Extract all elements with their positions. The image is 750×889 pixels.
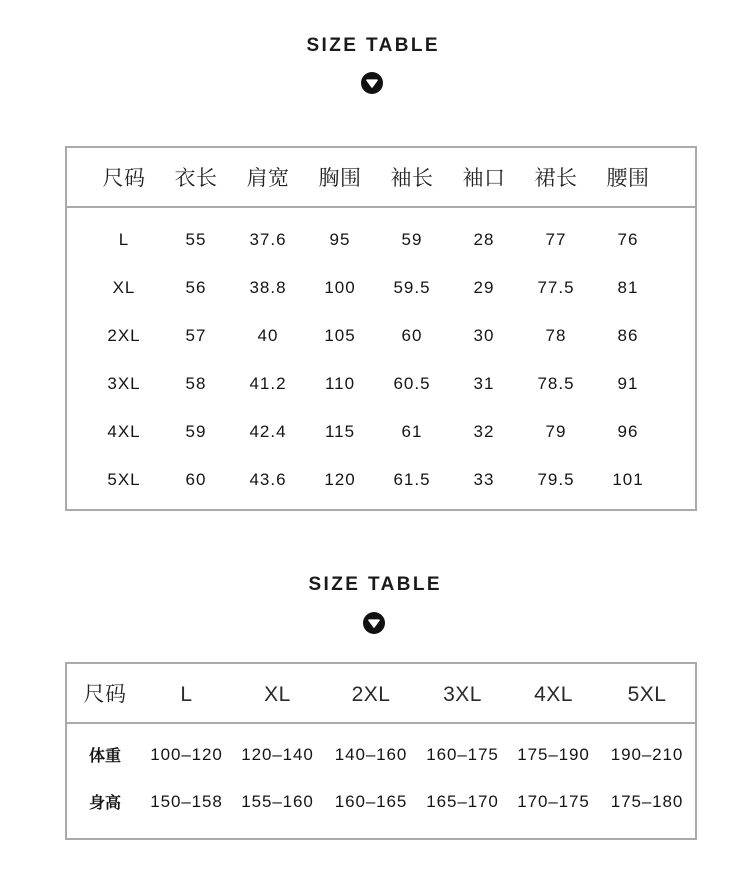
size-cell: 3XL	[107, 374, 141, 393]
caret-down-circle-icon	[363, 612, 385, 634]
header-cell-skirt-length: 裙长	[534, 167, 578, 190]
header-cell-waist: 腰围	[606, 167, 650, 190]
height-range-cell: 150–158	[150, 791, 223, 811]
skirt-length-cell: 78.5	[537, 374, 575, 393]
bust-cell: 110	[324, 374, 356, 393]
cuff-cell: 30	[473, 326, 495, 345]
header-cell-size-2xl: 2XL	[351, 683, 391, 706]
cuff-cell: 31	[473, 374, 495, 393]
table-row	[67, 408, 695, 456]
shoulder-width-cell: 41.2	[249, 374, 287, 393]
height-range-cell: 155–160	[241, 791, 314, 811]
header-cell-size-l: L	[180, 683, 193, 706]
length-cell: 58	[185, 374, 207, 393]
header-cell-size-3xl: 3XL	[443, 683, 482, 706]
weight-row	[67, 731, 695, 778]
size-cell: 2XL	[107, 326, 141, 345]
bust-cell: 120	[324, 470, 356, 489]
table-body	[67, 208, 695, 504]
bust-cell: 95	[329, 230, 351, 249]
skirt-length-cell: 78	[545, 326, 567, 345]
size-cell: 4XL	[107, 422, 141, 441]
length-cell: 56	[185, 278, 207, 297]
header-cell-shoulder-width: 肩宽	[246, 167, 290, 190]
height-range-cell: 160–165	[334, 791, 408, 811]
table-row	[67, 456, 695, 504]
sleeve-length-cell: 61.5	[393, 470, 431, 489]
height-range-cell: 175–180	[610, 791, 684, 811]
size-cell: XL	[112, 278, 136, 297]
garment-measurements-table	[65, 146, 697, 511]
waist-cell: 76	[617, 230, 639, 249]
table-row	[67, 264, 695, 312]
bust-cell: 100	[324, 278, 356, 297]
header-cell-size-5xl: 5XL	[627, 683, 667, 706]
length-cell: 59	[185, 422, 207, 441]
header-cell-size-label: 尺码	[83, 683, 127, 706]
length-cell: 57	[185, 326, 207, 345]
shoulder-width-cell: 38.8	[249, 278, 287, 297]
skirt-length-cell: 79.5	[537, 470, 575, 489]
table-header-row	[67, 664, 695, 724]
shoulder-width-cell: 40	[257, 326, 279, 345]
table-row	[67, 216, 695, 264]
header-cell-length: 衣长	[174, 167, 218, 190]
row-label-height: 身高	[88, 795, 121, 812]
header-cell-size-xl: XL	[264, 683, 291, 706]
weight-range-cell: 140–160	[334, 744, 408, 764]
sleeve-length-cell: 60.5	[393, 374, 431, 393]
size-cell: L	[118, 230, 130, 249]
table-row	[67, 312, 695, 360]
weight-range-cell: 160–175	[426, 744, 499, 764]
cuff-cell: 28	[473, 230, 495, 249]
height-range-cell: 165–170	[426, 791, 499, 811]
table-row	[67, 360, 695, 408]
section-heading-1: SIZE TABLE	[306, 35, 440, 56]
cuff-cell: 29	[473, 278, 495, 297]
sleeve-length-cell: 60	[401, 326, 423, 345]
waist-cell: 91	[617, 374, 639, 393]
bust-cell: 105	[324, 326, 356, 345]
shoulder-width-cell: 37.6	[249, 230, 287, 249]
skirt-length-cell: 77.5	[537, 278, 575, 297]
length-cell: 60	[185, 470, 207, 489]
table-header-row	[67, 148, 695, 208]
waist-cell: 81	[617, 278, 639, 297]
weight-range-cell: 120–140	[241, 744, 314, 764]
waist-cell: 86	[617, 326, 639, 345]
weight-range-cell: 100–120	[150, 744, 223, 764]
height-range-cell: 170–175	[517, 791, 590, 811]
weight-range-cell: 175–190	[517, 744, 590, 764]
caret-down-circle-icon	[361, 72, 383, 94]
body-size-recommendation-table	[65, 662, 697, 840]
height-row	[67, 778, 695, 825]
size-cell: 5XL	[107, 470, 141, 489]
cuff-cell: 33	[473, 470, 495, 489]
header-cell-cuff: 袖口	[462, 167, 506, 190]
waist-cell: 96	[617, 422, 639, 441]
sleeve-length-cell: 59	[401, 230, 423, 249]
waist-cell: 101	[612, 470, 644, 489]
shoulder-width-cell: 42.4	[249, 422, 287, 441]
header-cell-sleeve-length: 袖长	[390, 167, 434, 190]
length-cell: 55	[185, 230, 207, 249]
header-cell-size: 尺码	[102, 167, 146, 190]
sleeve-length-cell: 61	[401, 422, 423, 441]
row-label-weight: 体重	[88, 748, 121, 765]
section-heading-2: SIZE TABLE	[308, 574, 442, 595]
shoulder-width-cell: 43.6	[249, 470, 287, 489]
table-body	[67, 724, 695, 825]
skirt-length-cell: 79	[545, 422, 567, 441]
sleeve-length-cell: 59.5	[393, 278, 431, 297]
header-cell-size-4xl: 4XL	[534, 683, 573, 706]
skirt-length-cell: 77	[545, 230, 567, 249]
header-cell-bust: 胸围	[318, 167, 362, 190]
weight-range-cell: 190–210	[610, 744, 684, 764]
bust-cell: 115	[324, 422, 356, 441]
cuff-cell: 32	[473, 422, 495, 441]
